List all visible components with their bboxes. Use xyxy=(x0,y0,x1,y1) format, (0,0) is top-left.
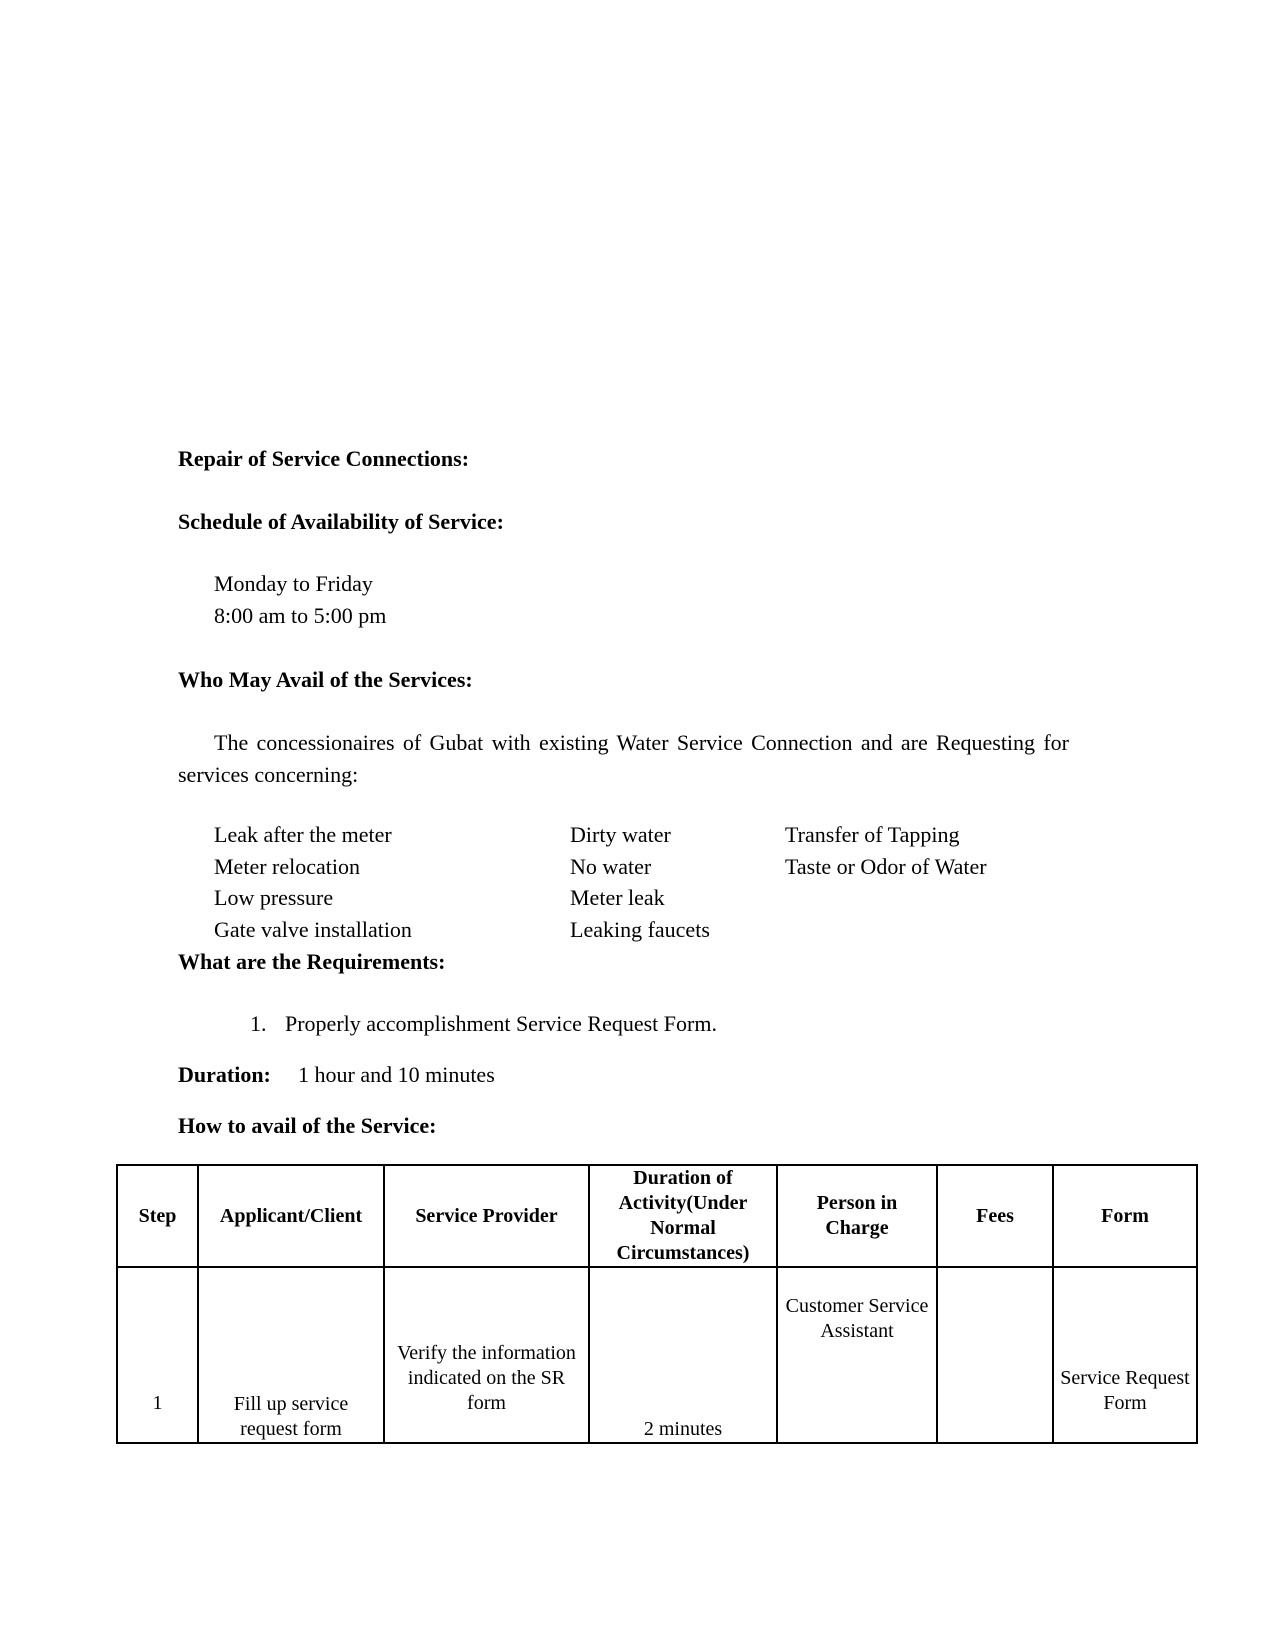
column-header-provider: Service Provider xyxy=(384,1165,589,1267)
service-item: Leaking faucets xyxy=(570,917,710,942)
column-header-person: Person in Charge xyxy=(777,1165,937,1267)
service-steps-table xyxy=(116,1164,1198,1444)
duration-label: Duration: xyxy=(178,1062,271,1087)
schedule-hours: 8:00 am to 5:00 pm xyxy=(214,603,387,628)
service-item: Low pressure xyxy=(214,885,334,910)
table-row xyxy=(117,1267,1197,1443)
requirements-heading: What are the Requirements: xyxy=(178,949,446,974)
service-item: Meter leak xyxy=(570,885,665,910)
cell-form: Service Request Form xyxy=(1053,1267,1197,1443)
column-header-step: Step xyxy=(117,1165,198,1267)
requirement-number: 1. xyxy=(250,1011,267,1036)
schedule-heading: Schedule of Availability of Service: xyxy=(178,509,504,534)
service-item: Gate valve installation xyxy=(214,917,412,942)
cell-provider: Verify the information indicated on the SR form xyxy=(384,1267,589,1443)
duration-value: 1 hour and 10 minutes xyxy=(298,1062,495,1087)
requirement-item: Properly accomplishment Service Request Form. xyxy=(285,1011,717,1036)
cell-applicant: Fill up service request form xyxy=(198,1267,384,1443)
service-item: No water xyxy=(570,854,652,879)
how-heading: How to avail of the Service: xyxy=(178,1113,437,1138)
column-header-fees: Fees xyxy=(937,1165,1053,1267)
service-item: Dirty water xyxy=(570,822,671,847)
service-item: Leak after the meter xyxy=(214,822,392,847)
service-item: Taste or Odor of Water xyxy=(785,854,987,879)
who-heading: Who May Avail of the Services: xyxy=(178,667,473,692)
service-item: Meter relocation xyxy=(214,854,360,879)
column-header-duration: Duration of Activity(Under Normal Circumstances) xyxy=(589,1165,777,1267)
cell-fees xyxy=(937,1267,1053,1443)
column-header-applicant: Applicant/Client xyxy=(198,1165,384,1267)
table-header-row xyxy=(117,1165,1197,1267)
column-header-form: Form xyxy=(1053,1165,1197,1267)
cell-duration: 2 minutes xyxy=(589,1267,777,1443)
page-title: Repair of Service Connections: xyxy=(178,446,470,471)
service-item: Transfer of Tapping xyxy=(785,822,960,847)
cell-person: Customer Service Assistant xyxy=(777,1267,937,1443)
schedule-days: Monday to Friday xyxy=(214,571,373,596)
cell-step: 1 xyxy=(117,1267,198,1443)
who-paragraph: The concessionaires of Gubat with existing Water Service Connection and are Requesting for services concerning: xyxy=(178,730,1069,787)
